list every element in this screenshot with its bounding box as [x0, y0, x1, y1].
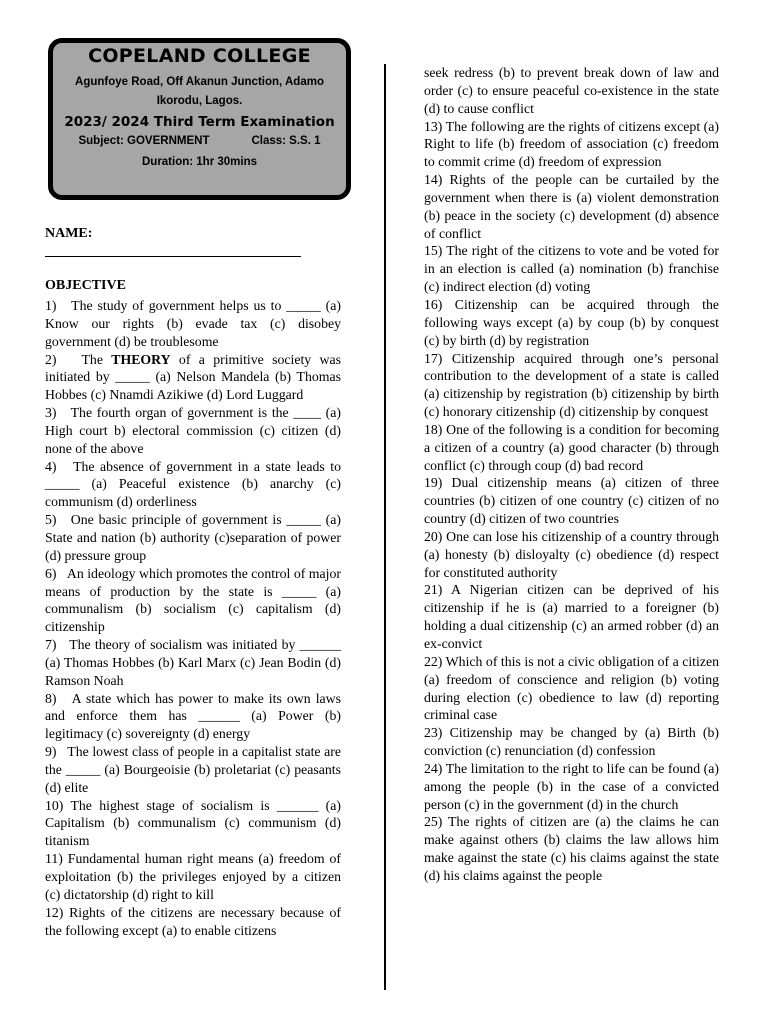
question-2-rest: of a primitive society was initiated by _____ (a) Nelson Mandela (b) Thomas Hobbes (c) Nnamdi Azikiwe (d) Lord Luggard	[45, 351, 341, 403]
question-23: 23) Citizenship may be changed by (a) Birth (b) conviction (c) renunciation (d) confession	[424, 725, 719, 759]
question-4: 4) The absence of government in a state leads to _____ (a) Peaceful existence (b) anarchy (c) communism (d) orderliness	[45, 458, 341, 510]
duration-label: Duration: 1hr 30mins	[141, 156, 258, 168]
question-16: 16) Citizenship can be acquired through the following ways except (a) by coup (b) by conquest (c) by birth (d) by registration	[424, 296, 719, 348]
name-input-line[interactable]	[45, 256, 301, 257]
question-10: 10) The highest stage of socialism is ______ (a) Capitalism (b) communalism (c) communism (d) titanism	[45, 797, 341, 849]
subject-label: Subject: GOVERNMENT	[78, 135, 210, 147]
column-divider	[384, 64, 386, 990]
question-2-prefix: 2) The	[45, 351, 112, 367]
question-21: 21) A Nigerian citizen can be deprived of his citizenship if he is (a) married to a foreigner (b) holding a dual citizenship (c) an armed robber (d) an ex-convict	[424, 582, 719, 651]
question-2	[45, 351, 341, 405]
question-19: 19) Dual citizenship means (a) citizen of three countries (b) citizen of one country (c) citizen of no country (d) citizen of two countries	[424, 475, 719, 527]
class-label: Class: S.S. 1	[251, 135, 321, 147]
school-header	[48, 38, 351, 200]
question-17: 17) Citizenship acquired through one’s personal contribution to the development of a state is called (a) citizenship by registration (b) citizenship by birth (c) honorary citizenship (d) citizenship by conquest	[424, 350, 719, 420]
name-label: NAME:	[45, 226, 93, 241]
question-22: 22) Which of this is not a civic obligation of a citizen (a) freedom of conscience and religion (b) voting during election (c) obedience to law (d) reporting criminal case	[424, 653, 719, 723]
subject-class-line	[53, 132, 346, 151]
college-address: Agunfoye Road, Off Akanun Junction, Adamo Ikorodu, Lagos.	[75, 76, 324, 107]
question-20: 20) One can lose his citizenship of a country through (a) honesty (b) disloyalty (c) obedience (d) respect for constituted authority	[424, 528, 719, 580]
section-title: OBJECTIVE	[45, 278, 126, 293]
question-18: 18) One of the following is a condition for becoming a citizen of a country (a) good character (b) through conflict (c) through coup (d) bad record	[424, 421, 719, 473]
question-14: 14) Rights of the people can be curtailed by the government when there is (a) violent demonstration (b) peace in the society (c) development (d) absence of conflict	[424, 172, 719, 241]
college-name: COPELAND COLLEGE	[88, 45, 311, 67]
right-column	[424, 64, 719, 885]
question-15: 15) The right of the citizens to vote and be voted for in an election is called (a) nomination (b) franchise (c) indirect election (d) voting	[424, 243, 719, 295]
question-25: 25) The rights of citizen are (a) the claims he can make against others (b) claims the law allows him make against the state (c) his claims against the state (d) his claims against the people	[424, 814, 719, 883]
question-7: 7) The theory of socialism was initiated by ______ (a) Thomas Hobbes (b) Karl Marx (c) Jean Bodin (d) Ramson Noah	[45, 637, 341, 688]
left-column	[45, 297, 341, 939]
question-12-continued: seek redress (b) to prevent break down of law and order (c) to ensure peaceful co-existence in the state (d) to cause conflict	[424, 65, 719, 116]
question-6: 6) An ideology which promotes the control of major means of production by the state is _____ (a) communalism (b) socialism (c) capitalism (d) citizenship	[45, 565, 341, 635]
exam-title: 2023/ 2024 Third Term Examination	[64, 114, 335, 130]
question-9: 9) The lowest class of people in a capitalist state are the _____ (a) Bourgeoisie (b) proletariat (c) peasants (d) elite	[45, 744, 341, 795]
question-3: 3) The fourth organ of government is the ____ (a) High court b) electoral commission (c) citizen (d) none of the above	[45, 405, 341, 456]
question-24: 24) The limitation to the right to life can be found (a) among the people (b) in the case of a convicted person (c) in the government (d) in the church	[424, 760, 719, 812]
question-2-bold: THEORY	[111, 351, 171, 367]
question-5: 5) One basic principle of government is _____ (a) State and nation (b) authority (c)separation of power (d) pressure group	[45, 512, 341, 563]
question-8: 8) A state which has power to make its own laws and enforce them has ______ (a) Power (b) legitimacy (c) sovereignty (d) energy	[45, 690, 341, 742]
question-11: 11) Fundamental human right means (a) freedom of exploitation (b) the privileges enjoyed by a citizen (c) dictatorship (d) right to kill	[45, 851, 341, 902]
question-12: 12) Rights of the citizens are necessary because of the following except (a) to enable citizens	[45, 904, 341, 938]
question-1: 1) The study of government helps us to _____ (a) Know our rights (b) evade tax (c) disobey government (d) be troublesome	[45, 298, 341, 349]
question-13: 13) The following are the rights of citizens except (a) Right to life (b) freedom of association (c) freedom to commit crime (d) freedom of expression	[424, 118, 719, 170]
